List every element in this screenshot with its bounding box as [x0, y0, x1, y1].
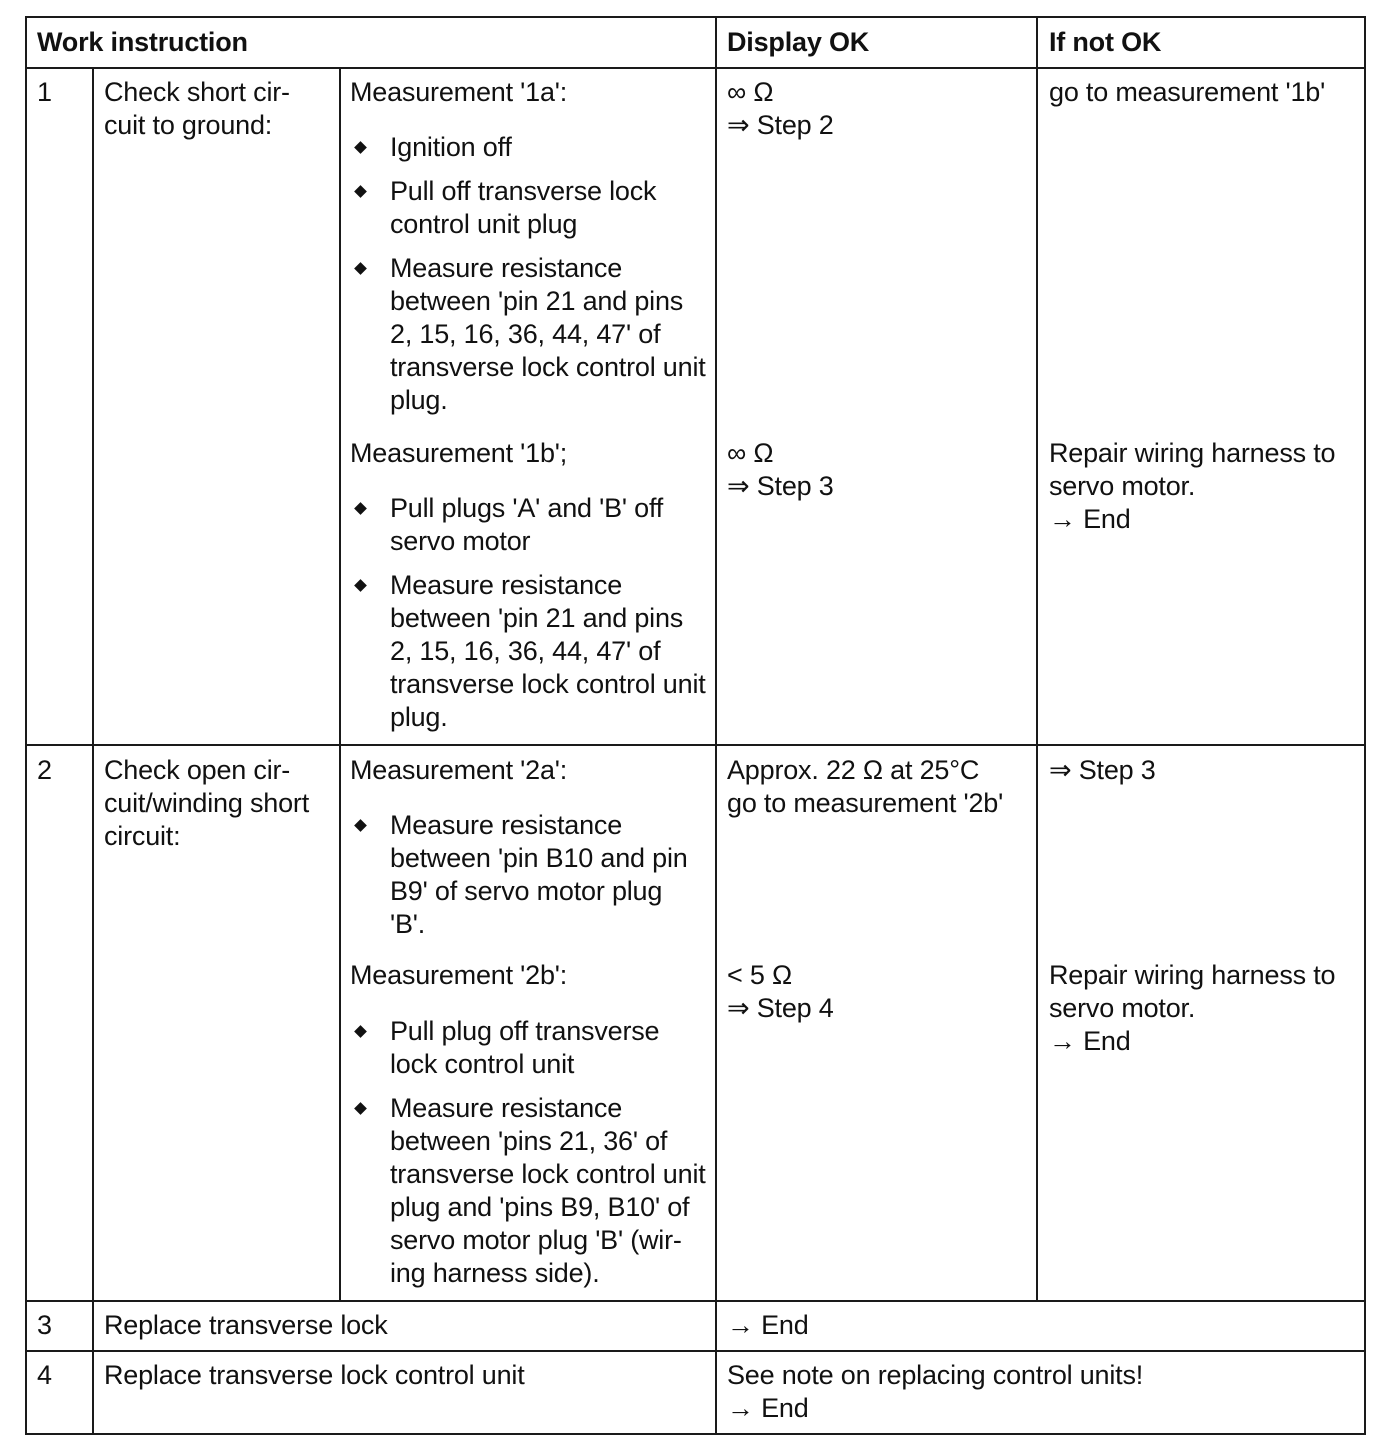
- diamond-bullet-icon: [354, 141, 367, 154]
- list-item: [350, 569, 710, 734]
- header-display-ok: Display OK: [727, 27, 870, 57]
- step-text: Measure resistance between 'pins 21, 36' of transverse lock control unit plug and 'pins B9, B10' of servo motor plug 'B' (wir- ing harness side).: [390, 1093, 706, 1288]
- list-item: [350, 1092, 710, 1290]
- measurement-1b-if-not-ok: Repair wiring harness to servo motor. → End: [1049, 438, 1336, 534]
- measurement-1a-label: Measurement '1a':: [350, 77, 568, 107]
- row-2-number: 2: [37, 755, 52, 785]
- row-4-title: Replace transverse lock control unit: [104, 1360, 525, 1390]
- measurement-2b-steps: [350, 1015, 710, 1301]
- column-divider-display-ok: [715, 16, 717, 1435]
- step-text: Measure resistance between 'pin 21 and pins 2, 15, 16, 36, 44, 47' of transverse lock control unit plug.: [390, 253, 706, 415]
- measurement-2a-label: Measurement '2a':: [350, 755, 568, 785]
- row-1-number: 1: [37, 77, 52, 107]
- diamond-bullet-icon: [354, 1025, 367, 1038]
- table-border-row3-bottom: [25, 1350, 1366, 1352]
- list-item: [350, 809, 710, 941]
- measurement-1b-label: Measurement '1b';: [350, 438, 568, 468]
- table-border-bottom: [25, 1433, 1366, 1435]
- row-2-title: Check open cir- cuit/winding short circuit:: [104, 755, 310, 851]
- measurement-2b-if-not-ok: Repair wiring harness to servo motor. → End: [1049, 960, 1336, 1056]
- diamond-bullet-icon: [354, 502, 367, 515]
- row-3-number: 3: [37, 1310, 52, 1340]
- column-divider-number: [92, 67, 94, 1435]
- table-border-right: [1364, 16, 1366, 1435]
- list-item: [350, 1015, 710, 1081]
- diamond-bullet-icon: [354, 185, 367, 198]
- step-text: Measure resistance between 'pin 21 and pins 2, 15, 16, 36, 44, 47' of transverse lock control unit plug.: [390, 570, 706, 732]
- measurement-2a-display-ok: Approx. 22 Ω at 25°C go to measurement '2b': [727, 755, 1004, 818]
- row-3-title: Replace transverse lock: [104, 1310, 388, 1340]
- row-1-title: Check short cir- cuit to ground:: [104, 77, 290, 140]
- row-4-result: See note on replacing control units! → End: [727, 1360, 1144, 1423]
- row-4-number: 4: [37, 1360, 52, 1390]
- measurement-2b-label: Measurement '2b':: [350, 960, 568, 990]
- column-divider-measurement: [339, 67, 341, 1302]
- list-item: [350, 175, 710, 241]
- row-3-result: → End: [727, 1310, 809, 1340]
- table-border-header-bottom: [25, 67, 1366, 69]
- table-border-top: [25, 16, 1366, 18]
- list-item: [350, 492, 710, 558]
- measurement-1a-if-not-ok: go to measurement '1b': [1049, 77, 1326, 107]
- step-text: Pull off transverse lock control unit plug: [390, 176, 657, 239]
- diamond-bullet-icon: [354, 1102, 367, 1115]
- measurement-1a-steps: [350, 131, 710, 428]
- column-divider-if-not-ok: [1036, 16, 1038, 1302]
- measurement-2a-steps: [350, 809, 710, 952]
- step-text: Pull plug off transverse lock control unit: [390, 1016, 660, 1079]
- diamond-bullet-icon: [354, 262, 367, 275]
- measurement-1b-steps: [350, 492, 710, 745]
- table-border-left: [25, 16, 27, 1435]
- step-text: Pull plugs 'A' and 'B' off servo motor: [390, 493, 664, 556]
- list-item: [350, 131, 710, 164]
- list-item: [350, 252, 710, 417]
- measurement-1a-display-ok: ∞ Ω ⇒ Step 2: [727, 77, 834, 140]
- header-if-not-ok: If not OK: [1049, 27, 1162, 57]
- measurement-1b-display-ok: ∞ Ω ⇒ Step 3: [727, 438, 834, 501]
- diamond-bullet-icon: [354, 819, 367, 832]
- header-work-instruction: Work instruction: [37, 27, 248, 57]
- step-text: Ignition off: [390, 132, 512, 162]
- measurement-2a-if-not-ok: ⇒ Step 3: [1049, 755, 1156, 785]
- diamond-bullet-icon: [354, 579, 367, 592]
- step-text: Measure resistance between 'pin B10 and pin B9' of servo motor plug 'B'.: [390, 810, 688, 939]
- measurement-2b-display-ok: < 5 Ω ⇒ Step 4: [727, 960, 834, 1023]
